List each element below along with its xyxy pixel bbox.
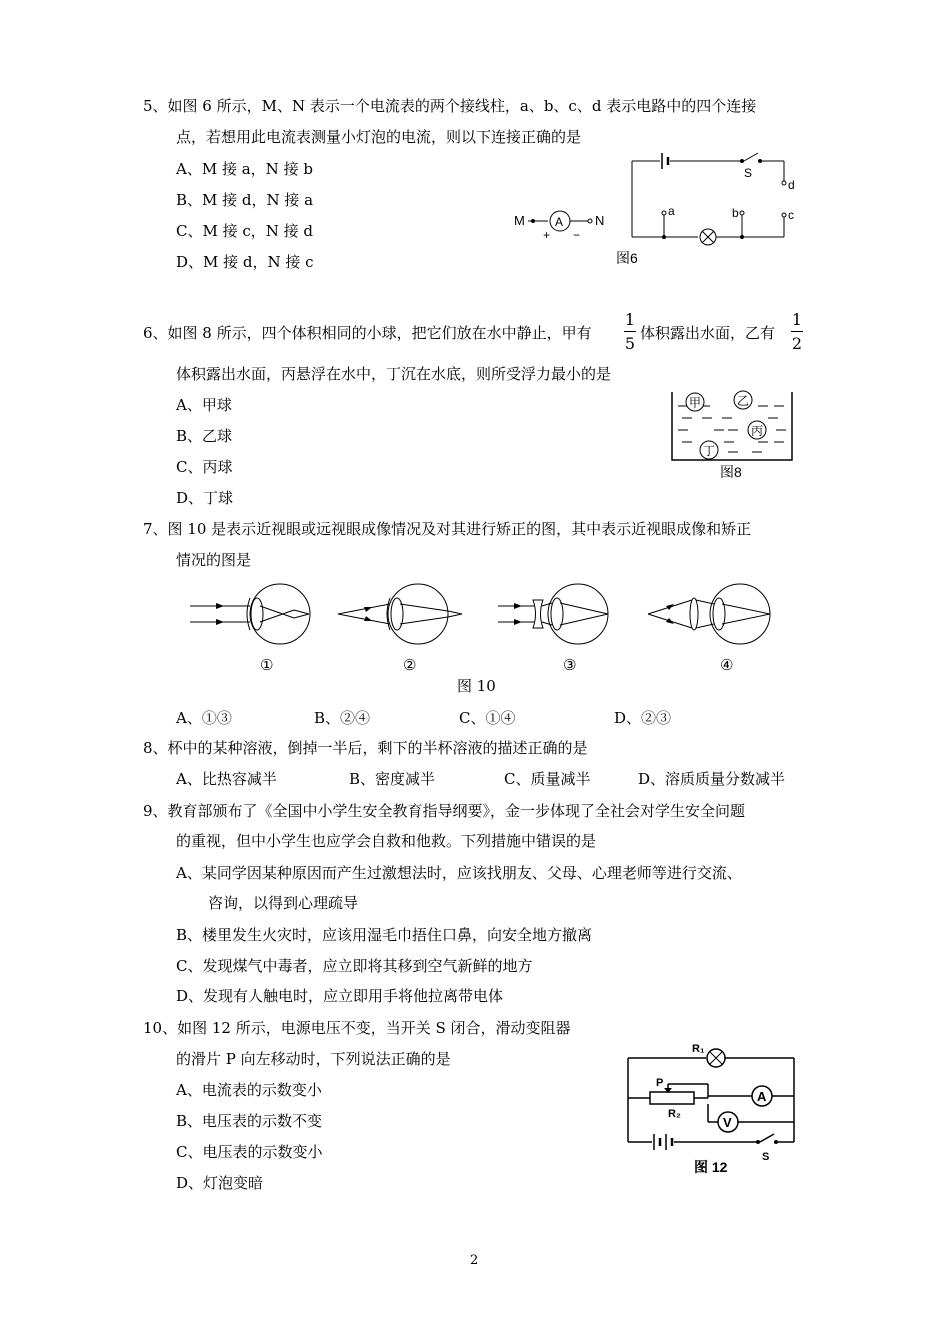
q5-option-c: C、M 接 c，N 接 d: [176, 222, 314, 240]
fig6-label-a: a: [668, 204, 675, 218]
q6-fraction-1-num: 1: [624, 310, 636, 329]
q6-option-d: D、丁球: [176, 489, 234, 507]
q10-stem-line1: 10、如图 12 所示，电源电压不变，当开关 S 闭合，滑动变阻器: [143, 1019, 571, 1037]
fig6-label-s: S: [744, 166, 753, 180]
q6-fraction-2-num: 1: [791, 310, 803, 329]
fig10-eye-4: [648, 584, 770, 674]
q5-option-a: A、M 接 a，N 接 b: [176, 160, 313, 178]
fig12-label-r2: R₂: [668, 1108, 681, 1120]
fig12-caption: 图 12: [694, 1159, 728, 1175]
fig6-label-d: d: [788, 178, 795, 192]
q10-option-c: C、电压表的示数变小: [176, 1143, 323, 1161]
q6-fraction-2-den: 2: [791, 334, 803, 353]
q8-option-a: A、比热容减半: [176, 770, 277, 788]
q6-fraction-1: [623, 310, 637, 353]
figure-8-beaker: [668, 386, 798, 484]
fig6-label-c: c: [788, 208, 794, 222]
fig10-eye-3: [498, 584, 608, 674]
q7-stem-line1: 7、图 10 是表示近视眼或远视眼成像情况及对其进行矫正的图，其中表示近视眼成像和矫正: [143, 520, 752, 538]
fig8-ball-jia: 甲: [689, 396, 702, 410]
fig6-plus: +: [543, 228, 551, 242]
fig6-meter-label: A: [555, 215, 564, 229]
fig6-minus: −: [573, 228, 581, 242]
fig6-label-m: M: [514, 213, 525, 228]
q6-fraction-2: [790, 310, 804, 353]
q9-stem-line1: 9、教育部颁布了《全国中小学生安全教育指导纲要》，金一步体现了全社会对学生安全问题: [143, 802, 746, 820]
fig10-caption: 图 10: [457, 677, 496, 695]
q10-option-b: B、电压表的示数不变: [176, 1112, 323, 1130]
q5-option-d: D、M 接 d，N 接 c: [176, 253, 314, 271]
q10-option-a: A、电流表的示数变小: [176, 1081, 322, 1099]
fig6-label-n: N: [595, 213, 605, 228]
q7-stem-line2: 情况的图是: [176, 551, 252, 569]
figure-6-circuit: [512, 145, 812, 275]
q6-stem-line1-pre: 6、如图 8 所示，四个体积相同的小球，把它们放在水中静止，甲有: [143, 324, 592, 342]
q5-stem-line1: 5、如图 6 所示，M、N 表示一个电流表的两个接线柱，a、b、c、d 表示电路中的四个连接: [143, 97, 757, 115]
q7-option-b: B、②④: [314, 709, 371, 727]
fig8-ball-yi: 乙: [737, 394, 750, 408]
q7-option-c: C、①④: [459, 709, 516, 727]
fig12-label-p: P: [656, 1077, 664, 1089]
q9-option-d: D、发现有人触电时，应立即用手将他拉离带电体: [176, 987, 504, 1005]
q6-option-a: A、甲球: [176, 396, 232, 414]
fig8-caption: 图8: [720, 464, 742, 480]
fig12-label-r1: R₁: [692, 1043, 705, 1055]
fig6-label-b: b: [732, 206, 739, 220]
q10-option-d: D、灯泡变暗: [176, 1174, 264, 1192]
q9-option-c: C、发现煤气中毒者，应立即将其移到空气新鲜的地方: [176, 957, 533, 975]
fig10-eye-2: [338, 584, 462, 674]
q8-option-c: C、质量减半: [504, 770, 591, 788]
fig6-caption: 图6: [616, 250, 638, 266]
q8-option-b: B、密度减半: [349, 770, 436, 788]
q9-stem-line2: 的重视，但中小学生也应学会自救和他救。下列措施中错误的是: [176, 832, 597, 850]
q10-stem-line2: 的滑片 P 向左移动时，下列说法正确的是: [176, 1050, 451, 1068]
q8-option-d: D、溶质质量分数减半: [638, 770, 786, 788]
q6-stem-line2: 体积露出水面，丙悬浮在水中，丁沉在水底，则所受浮力最小的是: [176, 365, 612, 383]
fig12-label-s: S: [762, 1151, 770, 1163]
fig8-ball-ding: 丁: [703, 444, 716, 458]
q9-option-a-line2: 咨询，以得到心理疏导: [208, 894, 359, 912]
fig10-label-3: ③: [563, 657, 577, 674]
fig10-label-2: ②: [403, 657, 417, 674]
fig10-eye-1: [190, 584, 310, 674]
fig12-voltmeter-label: V: [723, 1115, 732, 1130]
q6-fraction-1-den: 5: [624, 334, 636, 353]
fig12-ammeter-label: A: [757, 1089, 767, 1104]
fig10-label-1: ①: [260, 657, 274, 674]
fig10-label-4: ④: [720, 657, 734, 674]
q9-option-a-line1: A、某同学因某种原因而产生过激想法时，应该找朋友、父母、心理老师等进行交流、: [176, 864, 742, 882]
q6-option-b: B、乙球: [176, 427, 233, 445]
q7-option-d: D、②③: [614, 709, 672, 727]
q6-option-c: C、丙球: [176, 458, 233, 476]
fig8-ball-bing: 丙: [751, 424, 764, 438]
q7-option-a: A、①③: [176, 709, 232, 727]
figure-10-eye-diagrams: [180, 574, 780, 676]
q5-stem-line2: 点，若想用此电流表测量小灯泡的电流，则以下连接正确的是: [176, 128, 582, 146]
figure-12-circuit: [618, 1040, 804, 1180]
q9-option-b: B、楼里发生火灾时，应该用湿毛巾捂住口鼻，向安全地方撤离: [176, 926, 593, 944]
q6-stem-line1-mid: 体积露出水面，乙有: [640, 324, 776, 342]
page-number: 2: [470, 1253, 479, 1268]
q5-option-b: B、M 接 d，N 接 a: [176, 191, 314, 209]
q8-stem: 8、杯中的某种溶液，倒掉一半后，剩下的半杯溶液的描述正确的是: [143, 739, 588, 757]
